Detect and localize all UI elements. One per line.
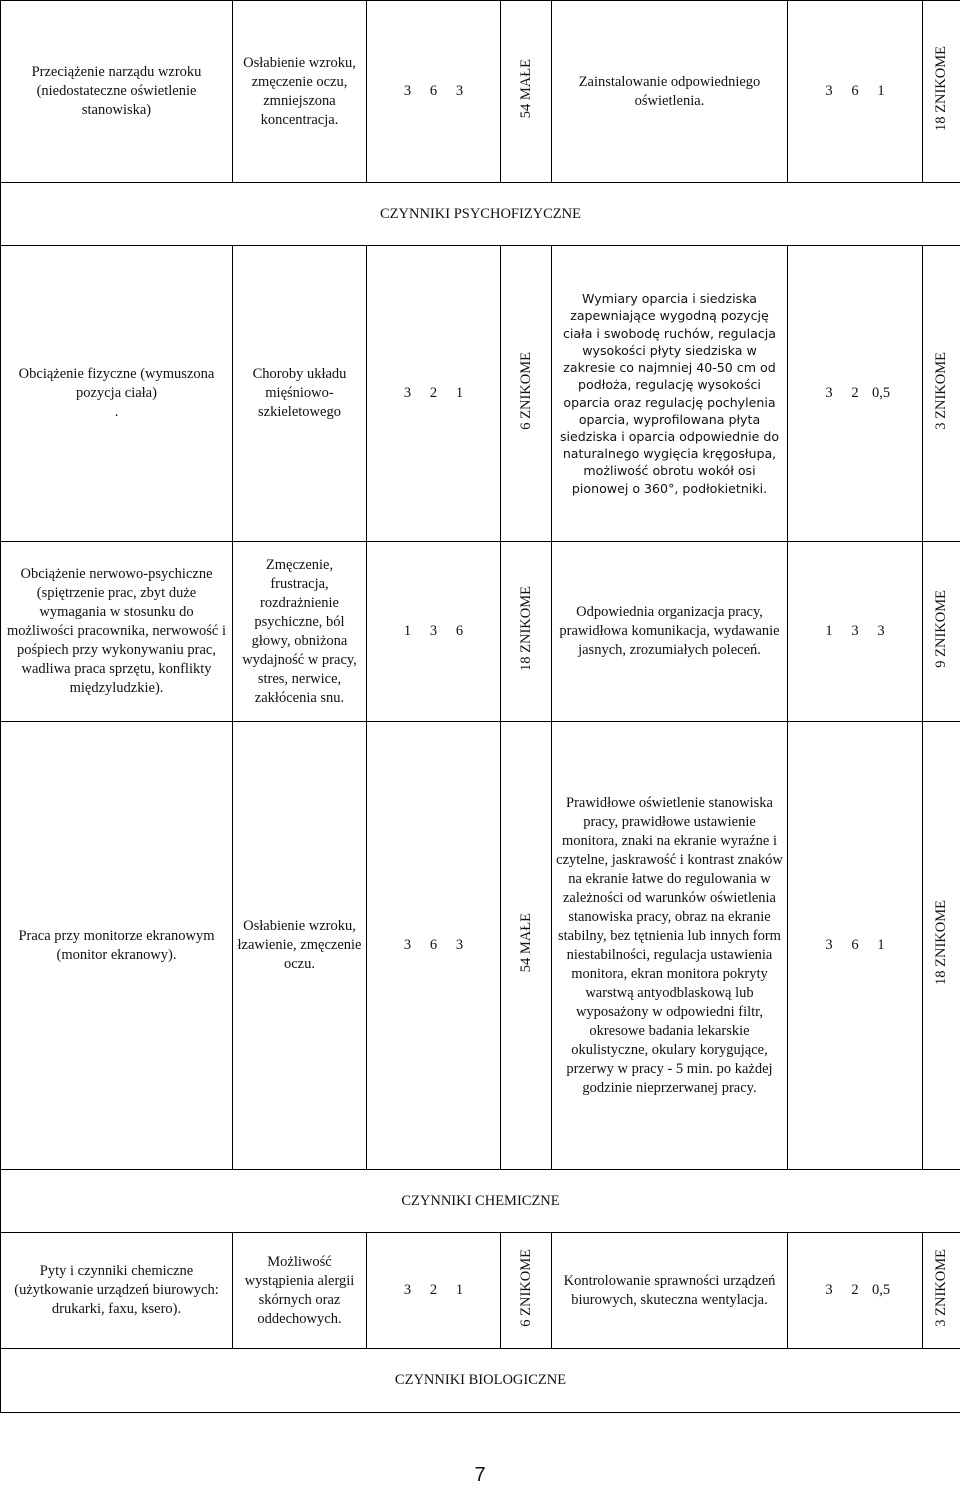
before-risk-cell: 18 ZNIKOME — [501, 542, 552, 722]
table-row — [1, 722, 960, 1170]
before-value: 1 — [455, 385, 464, 401]
before-value: 6 — [429, 83, 438, 99]
after-value: 3 — [825, 83, 833, 99]
before-values-cell — [367, 246, 501, 542]
page-number: 7 — [474, 1464, 486, 1486]
measures-cell: Odpowiednia organizacja pracy, prawidłowa komunikacja, wydawanie jasnych, zrozumiałych poleceń. — [552, 542, 788, 722]
table-row — [1, 246, 960, 542]
measures-cell: Prawidłowe oświetlenie stanowiska pracy, prawidłowe ustawienie monitora, znaki na ekranie wyraźne i czytelne, jaskrawość i kontrast znaków na ekranie łatwe do regulowania w zależności od warunków oświetlenia stanowiska pracy, obraz na ekranie stabilny, bez tętnienia lub innych form niestabilności, regulacja ustawienia monitora, ekran monitora pokryty warstwą antyodblaskową lub wyposażony w odpowiedni filtr, okresowe badania lekarskie okulistyczne, okulary korygujące, przerwy w pracy - 5 min. po każdej godzinie nieprzerwanej pracy. — [552, 722, 788, 1170]
after-value: 6 — [851, 937, 859, 953]
before-risk-cell: 54 MAŁE — [501, 722, 552, 1170]
before-values-cell — [367, 722, 501, 1170]
before-value: 3 — [403, 385, 412, 401]
hazard-cell: Praca przy monitorze ekranowym (monitor ekranowy). — [1, 722, 233, 1170]
before-value: 3 — [403, 937, 412, 953]
effect-cell: Osłabienie wzroku, łzawienie, zmęczenie oczu. — [233, 722, 367, 1170]
measures-cell: Wymiary oparcia i siedziska zapewniające wygodną pozycję ciała i swobodę ruchów, regulacja wysokości płyty siedziska w zakresie co najmniej 40-50 cm od podłoża, regulację wysokości oparcia oraz regulację pochylenia oparcia, wyprofilowana płyta siedziska i oparcia odpowiednie do naturalnego wygięcia kręgosłupa, możliwość obrotu wokół osi pionowej o 360°, podłokietniki. — [552, 246, 788, 542]
section-row — [1, 1170, 960, 1233]
before-risk-cell: 6 ZNIKOME — [501, 1233, 552, 1349]
hazard-cell: Obciążenie nerwowo-psychiczne (spiętrzenie prac, zbyt duże wymagania w stosunku do możliwości pracownika, nerwowość i pośpiech przy wykonywaniu prac, wadliwa praca sprzętu, konflikty międzyludzkie). — [1, 542, 233, 722]
after-value: 3 — [825, 385, 833, 401]
measures-cell: Kontrolowanie sprawności urządzeń biurowych, skuteczna wentylacja. — [552, 1233, 788, 1349]
before-value: 2 — [429, 385, 438, 401]
before-value: 3 — [455, 937, 464, 953]
after-value: 1 — [825, 623, 833, 639]
before-value: 1 — [403, 623, 412, 639]
table-row — [1, 1233, 960, 1349]
before-values-cell — [367, 542, 501, 722]
after-value: 2 — [851, 1282, 859, 1298]
table-row — [1, 542, 960, 722]
before-value: 1 — [455, 1282, 464, 1298]
effect-cell: Choroby układu mięśniowo-szkieletowego — [233, 246, 367, 542]
hazard-cell: Przeciążenie narządu wzroku (niedostateczne oświetlenie stanowiska) — [1, 1, 233, 183]
after-value: 3 — [877, 623, 885, 639]
section-header: CZYNNIKI CHEMICZNE — [1, 1170, 960, 1233]
after-value: 1 — [877, 937, 885, 953]
after-values-cell — [788, 722, 923, 1170]
before-value: 3 — [403, 1282, 412, 1298]
after-value: 0,5 — [871, 385, 891, 401]
before-values-cell — [367, 1, 501, 183]
after-value: 0,5 — [871, 1282, 891, 1298]
after-risk-cell: 9 ZNIKOME — [923, 542, 960, 722]
after-value: 3 — [851, 623, 859, 639]
before-value: 6 — [429, 937, 438, 953]
effect-cell: Osłabienie wzroku, zmęczenie oczu, zmniejszona koncentracja. — [233, 1, 367, 183]
before-value: 3 — [455, 83, 464, 99]
after-values-cell — [788, 542, 923, 722]
after-value: 2 — [851, 385, 859, 401]
effect-cell: Zmęczenie, frustracja, rozdrażnienie psychiczne, ból głowy, obniżona wydajność w pracy, stres, nerwice, zakłócenia snu. — [233, 542, 367, 722]
after-value: 3 — [825, 1282, 833, 1298]
after-values-cell — [788, 246, 923, 542]
before-risk-cell: 54 MAŁE — [501, 1, 552, 183]
before-value: 2 — [429, 1282, 438, 1298]
after-risk-cell: 18 ZNIKOME — [923, 722, 960, 1170]
before-value: 3 — [403, 83, 412, 99]
after-risk-cell: 3 ZNIKOME — [923, 246, 960, 542]
section-header: CZYNNIKI PSYCHOFIZYCZNE — [1, 183, 960, 246]
before-value: 6 — [455, 623, 464, 639]
measures-cell: Zainstalowanie odpowiedniego oświetlenia. — [552, 1, 788, 183]
before-values-cell — [367, 1233, 501, 1349]
after-risk-cell: 3 ZNIKOME — [923, 1233, 960, 1349]
hazard-cell: Pyty i czynniki chemiczne (użytkowanie urządzeń biurowych: drukarki, faxu, ksero). — [1, 1233, 233, 1349]
table-row — [1, 1, 960, 183]
section-row — [1, 183, 960, 246]
after-value: 1 — [877, 83, 885, 99]
hazard-cell: Obciążenie fizyczne (wymuszona pozycja ciała) . — [1, 246, 233, 542]
before-risk-cell: 6 ZNIKOME — [501, 246, 552, 542]
section-header: CZYNNIKI BIOLOGICZNE — [1, 1349, 960, 1413]
effect-cell: Możliwość wystąpienia alergii skórnych oraz oddechowych. — [233, 1233, 367, 1349]
after-value: 3 — [825, 937, 833, 953]
after-risk-cell: 18 ZNIKOME — [923, 1, 960, 183]
section-row — [1, 1349, 960, 1413]
after-values-cell — [788, 1, 923, 183]
after-value: 6 — [851, 83, 859, 99]
before-value: 3 — [429, 623, 438, 639]
after-values-cell — [788, 1233, 923, 1349]
